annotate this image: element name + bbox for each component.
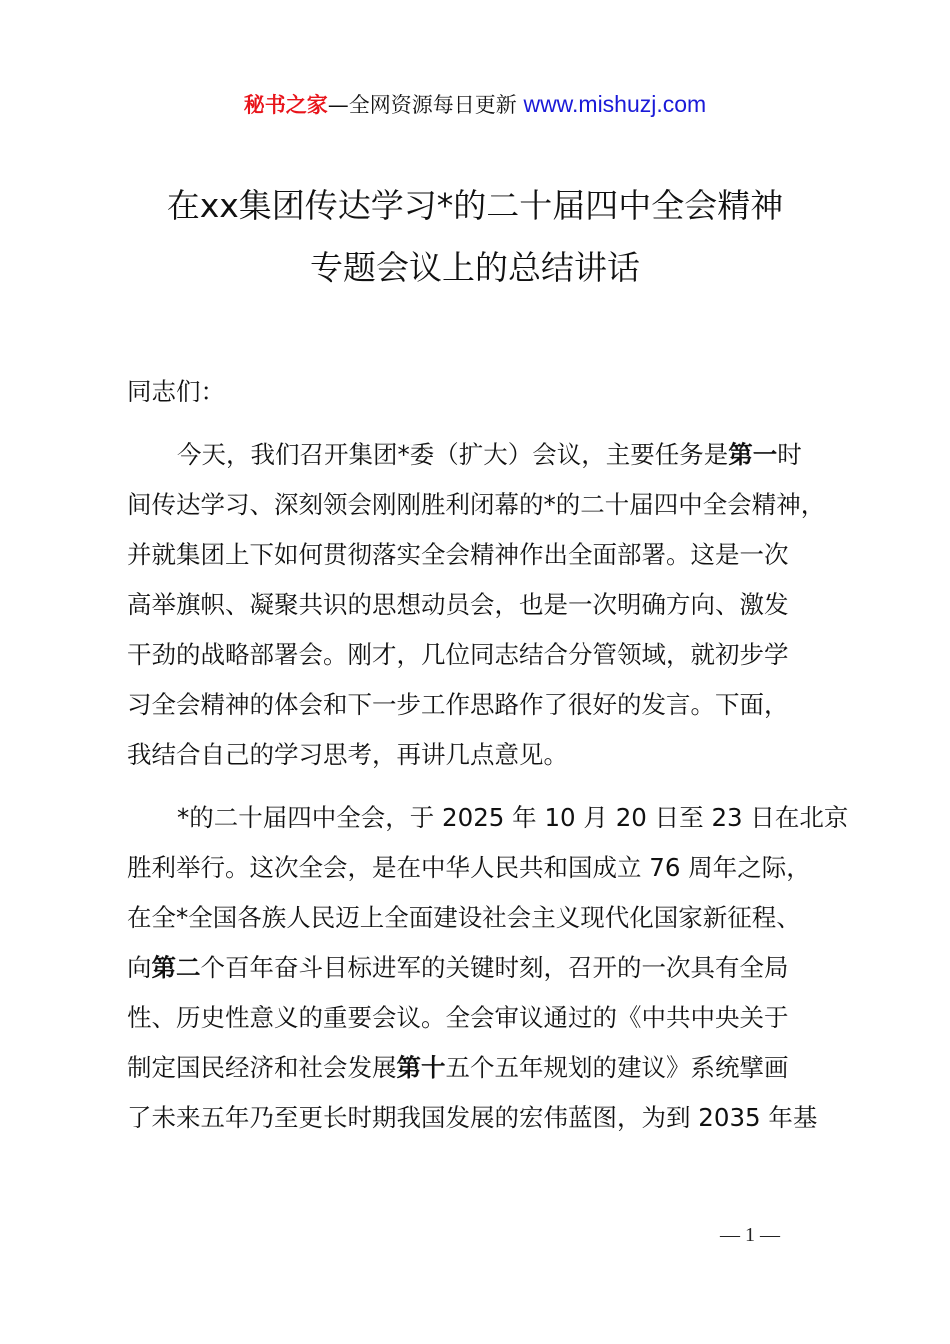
- text-line: [127, 898, 867, 948]
- text-line: [127, 535, 867, 585]
- page-number: — 1 —: [720, 1224, 780, 1246]
- text-line: [127, 485, 867, 535]
- document-body: [127, 372, 867, 1148]
- text-line: [127, 998, 867, 1048]
- text-line: [127, 948, 867, 998]
- document-title-line-2: 专题会议上的总结讲话: [310, 248, 640, 287]
- text-line: [127, 848, 867, 898]
- text-segment: 在全*全国各族人民迈上全面建设社会主义现代化国家新征程、: [127, 903, 801, 932]
- text-segment: 个百年奋斗目标进军的关键时刻，召开的一次具有全局: [200, 953, 789, 982]
- bold-text: 第二: [151, 953, 201, 982]
- text-segment: 高举旗帜、凝聚共识的思想动员会，也是一次明确方向、激发: [127, 590, 789, 619]
- text-segment: 制定国民经济和社会发展: [127, 1053, 397, 1082]
- text-segment: 了未来五年乃至更长时期我国发展的宏伟蓝图，为到 2035 年基: [127, 1103, 818, 1132]
- brand-name: 秘书之家: [243, 93, 328, 117]
- text-segment: *的二十届四中全会，于 2025 年 10 月 20 日至 23 日在北京: [177, 803, 849, 832]
- text-line: [127, 798, 867, 848]
- site-url-link[interactable]: www.mishuzj.com: [523, 91, 707, 117]
- text-segment: 习全会精神的体会和下一步工作思路作了很好的发言。下面，: [127, 690, 789, 719]
- text-segment: 今天，我们召开集团*委（扩大）会议，主要任务是: [177, 440, 729, 469]
- banner-tagline: —全网资源每日更新: [327, 93, 517, 117]
- salutation: 同志们：: [127, 377, 225, 406]
- document-title-line-1: 在xx集团传达学习*的二十届四中全会精神: [166, 186, 784, 225]
- text-line: [127, 685, 867, 735]
- text-line: [127, 635, 867, 685]
- text-segment: 间传达学习、深刻领会刚刚胜利闭幕的*的二十届四中全会精神，: [127, 490, 826, 519]
- text-segment: 五个五年规划的建议》系统擘画: [445, 1053, 789, 1082]
- bold-text: 第一: [728, 440, 778, 469]
- paragraph: [127, 798, 867, 1148]
- text-segment: 干劲的战略部署会。刚才，几位同志结合分管领域，就初步学: [127, 640, 789, 669]
- text-segment: 向: [127, 953, 152, 982]
- text-line: [127, 1048, 867, 1098]
- site-banner: [0, 88, 950, 121]
- text-segment: 我结合自己的学习思考，再讲几点意见。: [127, 740, 568, 769]
- text-segment: 时: [777, 440, 802, 469]
- text-segment: 性、历史性意义的重要会议。全会审议通过的《中共中央关于: [127, 1003, 789, 1032]
- paragraph: [127, 435, 867, 785]
- text-line: [127, 585, 867, 635]
- bold-text: 第十: [396, 1053, 446, 1082]
- text-line: [127, 1098, 867, 1148]
- text-segment: 并就集团上下如何贯彻落实全会精神作出全面部署。这是一次: [127, 540, 789, 569]
- text-line: [127, 435, 867, 485]
- text-line: [127, 735, 867, 785]
- text-segment: 胜利举行。这次全会，是在中华人民共和国成立 76 周年之际，: [127, 853, 811, 882]
